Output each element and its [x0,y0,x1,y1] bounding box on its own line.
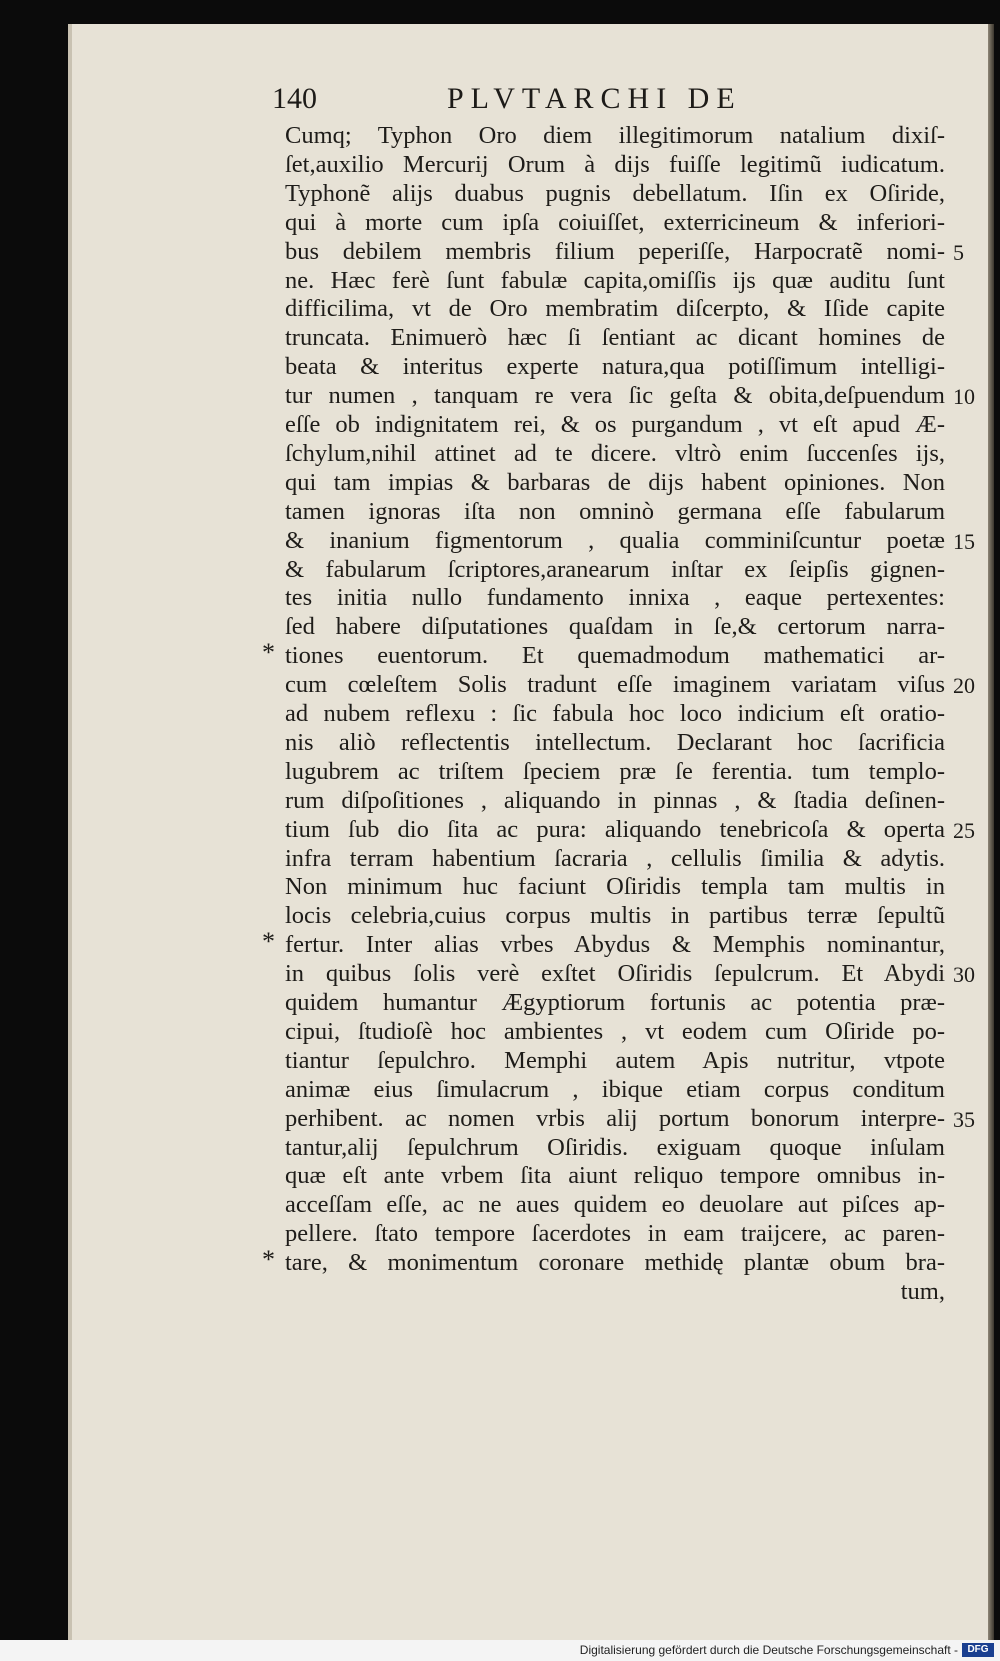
line-number: 20 [953,673,975,699]
funding-credit: Digitalisierung gefördert durch die Deutsche Forschungsgemeinschaft - [579,1643,958,1657]
text-line: ſed habere diſputationes quaſdam in ſe,& certorum narra- [285,613,945,641]
dfg-logo: DFG [962,1643,994,1657]
text-line: locis celebria,cuius corpus multis in partibus terræ ſepultũ [285,902,945,930]
text-line: cum cœleſtem Solis tradunt eſſe imaginem variatam viſus [285,671,945,699]
text-line: tes initia nullo fundamento innixa , eaque pertexentes: [285,584,945,612]
text-line: bus debilem membris filium peperiſſe, Harpocratẽ nomi- [285,237,945,265]
running-title: PLVTARCHI DE [447,82,742,115]
page-header [272,82,832,122]
text-line: in quibus ſolis verè exſtet Oſiridis ſepulcrum. Et Abydi [285,960,945,988]
text-line: infra terram habentium ſacraria , cellulis ſimilia & adytis. [285,844,945,872]
text-line: tiones euentorum. Et quemadmodum mathematici ar- [285,642,945,670]
text-line: & fabularum ſcriptores,aranearum inſtar ex ſeipſis gignen- [285,555,945,583]
text-line: tur numen , tanquam re vera ſic geſta & obita,deſpuendum [285,382,945,410]
text-line: tium ſub dio ſita ac pura: aliquando tenebricoſa & operta [285,815,945,843]
text-line: Cumq; Typhon Oro diem illegitimorum natalium dixiſ- [285,122,945,149]
text-line: perhibent. ac nomen vrbis alij portum bonorum interpre- [285,1104,945,1132]
text-line: cipui, ſtudioſè hoc ambientes , vt eodem cum Oſiride po- [285,1017,945,1045]
text-line: eſſe ob indignitatem rei, & os purgandum , vt eſt apud Æ- [285,411,945,438]
text-line: qui tam impias & barbaras de dijs habent opiniones. Non [285,468,945,496]
text-line: ne. Hæc ferè ſunt fabulæ capita,omiſſis ijs quæ auditu ſunt [285,266,945,294]
text-line: rum diſpoſitiones , aliquando in pinnas , & ſtadia deſinen- [285,786,945,814]
text-line: quidem humantur Ægyptiorum fortunis ac potentia præ- [285,989,945,1016]
page-number: 140 [272,82,317,115]
text-line: lugubrem ac triſtem ſpeciem præ ſe ferentia. tum templo- [285,757,945,785]
text-line: difficilima, vt de Oro membratim diſcerpto, & Iſide capite [285,295,945,323]
text-line: ſet,auxilio Mercurij Orum à dijs fuiſſe legitimũ iudicatum. [285,150,945,178]
text-line: tare, & monimentum coronare methidę plantæ obum bra- [285,1249,945,1277]
text-line: ad nubem reflexu : ſic fabula hoc loco indicium eſt oratio- [285,700,945,727]
text-line: Typhonẽ alijs duabus pugnis debellatum. Iſin ex Oſiride, [285,179,945,207]
text-line: truncata. Enimuerò hæc ſi ſentiant ac dicant homines de [285,324,945,352]
text-line: fertur. Inter alias vrbes Abydus & Memphis nominantur, [285,931,945,959]
text-line: tum, [900,1278,945,1305]
text-line: tiantur ſepulchro. Memphi autem Apis nutritur, vtpote [285,1046,945,1074]
text-line: animæ eius ſimulacrum , ibique etiam corpus conditum [285,1075,945,1103]
footer-bar [0,1640,1000,1661]
text-line: ſchylum,nihil attinet ad te dicere. vltrò enim ſuccenſes ijs, [285,439,945,467]
text-line: pellere. ſtato tempore ſacerdotes in eam traijcere, ac paren- [285,1220,945,1248]
text-line: tantur,alij ſepulchrum Oſiridis. exiguam quoque inſulam [285,1133,945,1161]
line-number: 30 [953,962,975,988]
text-line: & inanium figmentorum , qualia comminiſcuntur poetæ [285,526,945,554]
page-edge [988,24,994,1640]
line-number: 5 [953,239,964,265]
text-line: nis aliò reflectentis intellectum. Declarant hoc ſacrificia [285,728,945,756]
margin-asterisk: * [262,927,275,957]
text-line: tamen ignoras iſta non omninò germana eſſe fabularum [285,497,945,525]
text-line: Non minimum huc faciunt Oſiridis templa tam multis in [285,873,945,901]
line-number: 15 [953,528,975,554]
line-number: 35 [953,1106,975,1132]
margin-asterisk: * [262,638,275,668]
line-number: 25 [953,817,975,843]
text-line: quæ eſt ante vrbem ſita aiunt reliquo tempore omnibus in- [285,1162,945,1190]
text-line: beata & interitus experte natura,qua potiſſimum intelligi- [285,353,945,381]
text-line: acceſſam eſſe, ac ne aues quidem eo deuolare aut piſces ap- [285,1191,945,1219]
text-line: qui à morte cum ipſa coiuiſſet, exterricineum & inferiori- [285,208,945,236]
margin-asterisk: * [262,1245,275,1275]
line-number: 10 [953,384,975,410]
